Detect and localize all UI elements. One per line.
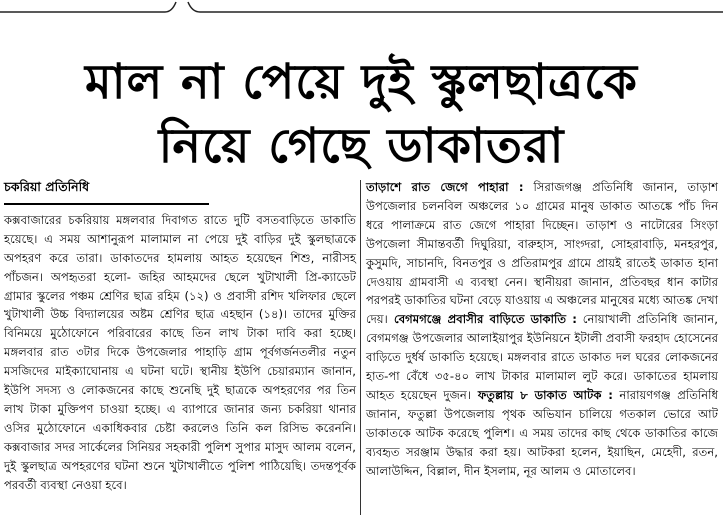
- byline-rule: [4, 203, 209, 205]
- column-divider: [360, 180, 361, 515]
- brief-3-body: নারায়ণগঞ্জ প্রতিনিধি জানান, ফতুল্লা উপজেলায় পৃথক অভিযান চালিয়ে গতকাল ভোরে আট ডাকাতকে আটক করেছে পুলিশ। এ সময় তাদের কাছ থেকে ডাকাতির কাজে ব্যবহৃত সরঞ্জাম উদ্ধার করা হয়। আটকরা হলেন, ইয়াছিন, মেহেদী, রতন, আলাউদ্দিন, বিল্লাল, দীন ইসলাম, নূর আলম ও মোতালেব।: [366, 387, 718, 478]
- brief-2-heading: বেগমগঞ্জে প্রবাসীর বাড়িতে ডাকাতি :: [387, 312, 577, 327]
- top-frame-lines: [0, 0, 723, 18]
- headline-line-1: মাল না পেয়ে দুই স্কুলছাত্রকে: [84, 54, 639, 110]
- right-column: [366, 178, 718, 481]
- headline-line-2: নিয়ে গেছে ডাকাতরা: [158, 118, 565, 174]
- byline: চকরিয়া প্রতিনিধি: [4, 179, 90, 194]
- brief-1-heading: তাড়াশে রাত জেগে পাহারা :: [366, 180, 524, 194]
- brief-3-heading: ফতুল্লায় ৮ ডাকাত আটক :: [470, 387, 613, 402]
- left-column: [4, 178, 356, 495]
- brief-1-body: সিরাজগঞ্জ প্রতিনিধি জানান, তাড়াশ উপজেলার চলনবিল অঞ্চলের ১০ গ্রামের মানুষ ডাকাত আতঙ্কে পাঁচ দিন ধরে পালাক্রমে রাত জেগে পাহারা দিচ্ছেন। তাড়াশ ও নাটোরের সিংড়া উপজেলা সীমান্তবর্তী দিঘুরিয়া, বারুহাস, সাংগ্দরা, সোহরাবাড়ি, মনহরপুর, কুসুমদি, সাচানদি, বিনতপুর ও প্রতিরামপুর গ্রামে প্রায়ই রাতেই ডাকাত হানা দেওয়ায় গ্রামবাসী এ ব্যবস্থা নেন। স্থানীয়রা জানান, প্রতিবছর ধান কাটার পরপরই ডাকাতির ঘটনা বেড়ে যাওয়ায় এ অঞ্চলের মানুষের মধ্যে আতঙ্ক দেখা দেয়।: [366, 180, 718, 327]
- brief-2-body: নোয়াখালী প্রতিনিধি জানান, বেগমগঞ্জ উপজেলার আলাইয়াপুর ইউনিয়নে ইটালী প্রবাসী ফরহাদ হোসেনের বাড়িতে দুর্ধর্ষ ডাকাতি হয়েছে। মঙ্গলবার রাতে ডাকাত দল ঘরের লোকজনের হাত-পা বেঁধে ৩৫-৪০ লাখ টাকার মালামাল লুট করে। ডাকাতের হামলায় আহত হয়েছেন দুজন।: [366, 312, 718, 402]
- headline: [0, 50, 723, 178]
- brief-news: [366, 178, 718, 481]
- article-body: কক্সবাজারের চকরিয়ায় মঙ্গলবার দিবাগত রাতে দুটি বসতবাড়িতে ডাকাতি হয়েছে। এ সময় আশানুরূপ মালামাল না পেয়ে দুই বাড়ির দুই স্কুলছাত্রকে অপহরণ করে তারা। ডাকাতদের হামলায় আহত হয়েছেন শিশু, নারীসহ পাঁচজন। অপহৃতরা হলো- জহির আহমদের ছেলে খুটাখালী প্রি-ক্যাডেট গ্রামার স্কুলের পঞ্চম শ্রেণির ছাত্র রহিম (১২) ও প্রবাসী রশিদ খলিফার ছেলে খুটাখালী উচ্চ বিদ্যালয়ের অষ্টম শ্রেণির ছাত্র এহছান (১৪)। তাদের মুক্তির বিনিময়ে মুঠোফোনে পরিবারের কাছে তিন লাখ টাকা দাবি করা হচ্ছে। মঙ্গলবার রাত ৩টার দিকে উপজেলার পাহাড়ি গ্রাম পূর্বগর্জনতলীর নতুন মসজিদের মাইক্যাঘোনায় এ ঘটনা ঘটে। স্থানীয় ইউপি চেয়ারম্যান জানান, ইউপি সদস্য ও লোকজনের কাছে শুনেছি দুই ছাত্রকে অপহরণের পর তিন লাখ টাকা মুক্তিপণ চাওয়া হচ্ছে। এ ব্যাপারে জানার জন্য চকরিয়া থানার ওসির মুঠোফোনে একাধিকবার চেষ্টা করলেও তিনি কল রিসিভ করেননি। কক্সবাজার সদর সার্কেলের সিনিয়র সহকারী পুলিশ সুপার মাসুদ আলম বলেন, দুই স্কুলছাত্র অপহরণের ঘটনা শুনে খুটাখালীতে পুলিশ পাঠিয়েছি। তদন্তপূর্বক পরবর্তী ব্যবস্থা নেওয়া হবে।: [4, 212, 356, 492]
